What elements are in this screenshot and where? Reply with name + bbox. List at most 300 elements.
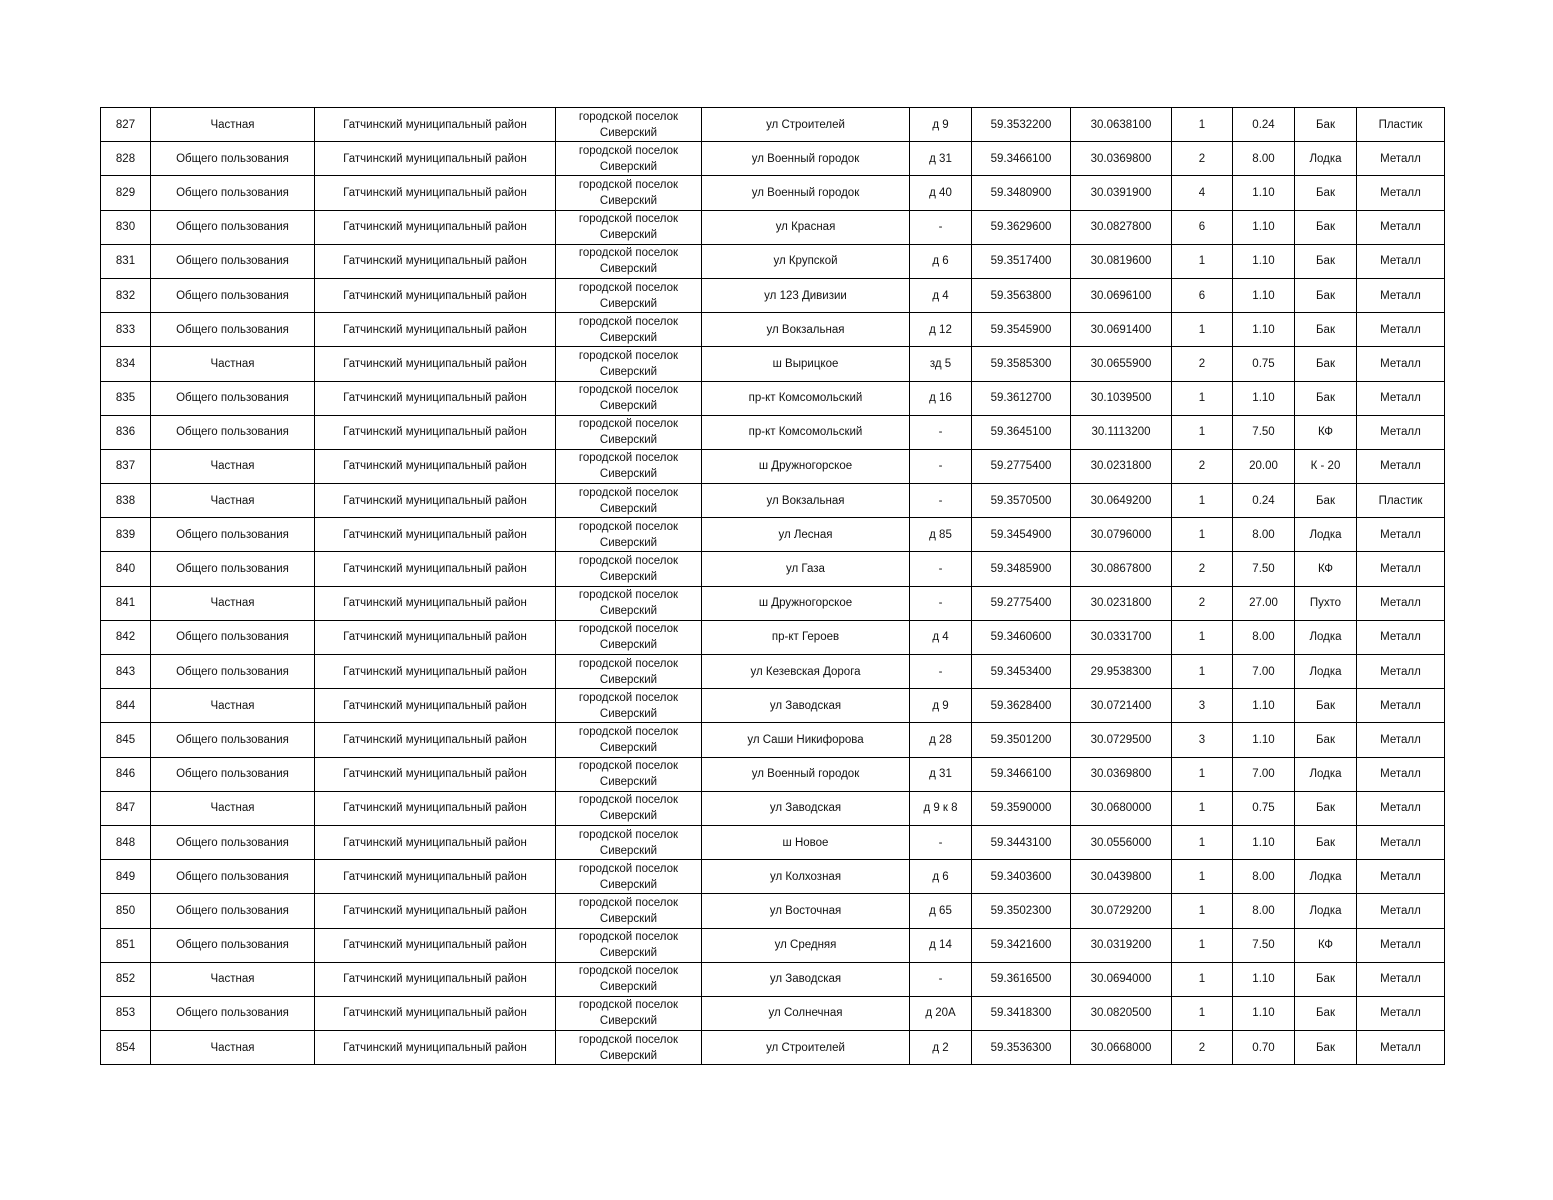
cell-container-material: Металл — [1357, 552, 1445, 586]
cell-container-count: 1 — [1172, 962, 1233, 996]
cell-container-volume: 7.50 — [1233, 415, 1295, 449]
cell-settlement: городской поселок Сиверский — [556, 620, 702, 654]
cell-ownership: Общего пользования — [151, 757, 315, 791]
cell-container-type: Пухто — [1295, 586, 1357, 620]
cell-number: 849 — [101, 860, 151, 894]
cell-latitude: 59.3453400 — [972, 655, 1071, 689]
cell-municipal-district: Гатчинский муниципальный район — [315, 620, 556, 654]
cell-container-material: Металл — [1357, 244, 1445, 278]
cell-container-material: Металл — [1357, 518, 1445, 552]
cell-building: д 2 — [910, 1031, 972, 1065]
cell-latitude: 59.3545900 — [972, 313, 1071, 347]
cell-municipal-district: Гатчинский муниципальный район — [315, 860, 556, 894]
cell-longitude: 30.0369800 — [1071, 142, 1172, 176]
cell-settlement: городской поселок Сиверский — [556, 484, 702, 518]
cell-container-material: Металл — [1357, 313, 1445, 347]
cell-number: 847 — [101, 791, 151, 825]
cell-number: 837 — [101, 449, 151, 483]
cell-container-count: 3 — [1172, 689, 1233, 723]
cell-latitude: 59.3585300 — [972, 347, 1071, 381]
cell-municipal-district: Гатчинский муниципальный район — [315, 449, 556, 483]
cell-container-type: Бак — [1295, 278, 1357, 312]
table-row — [101, 689, 1445, 723]
cell-ownership: Общего пользования — [151, 176, 315, 210]
cell-container-material: Пластик — [1357, 108, 1445, 142]
cell-container-type: Бак — [1295, 689, 1357, 723]
table-row — [101, 757, 1445, 791]
cell-longitude: 30.1113200 — [1071, 415, 1172, 449]
cell-container-volume: 1.10 — [1233, 689, 1295, 723]
cell-street: ул Вокзальная — [702, 484, 910, 518]
cell-container-type: Бак — [1295, 996, 1357, 1030]
cell-longitude: 30.0649200 — [1071, 484, 1172, 518]
cell-longitude: 30.0867800 — [1071, 552, 1172, 586]
table-row — [101, 586, 1445, 620]
cell-container-volume: 8.00 — [1233, 142, 1295, 176]
cell-latitude: 59.3616500 — [972, 962, 1071, 996]
cell-container-count: 3 — [1172, 723, 1233, 757]
cell-container-material: Металл — [1357, 894, 1445, 928]
cell-longitude: 30.0439800 — [1071, 860, 1172, 894]
cell-latitude: 59.3502300 — [972, 894, 1071, 928]
table-row — [101, 552, 1445, 586]
cell-settlement: городской поселок Сиверский — [556, 825, 702, 859]
cell-settlement: городской поселок Сиверский — [556, 962, 702, 996]
cell-street: ул 123 Дивизии — [702, 278, 910, 312]
cell-container-count: 1 — [1172, 108, 1233, 142]
table-row — [101, 381, 1445, 415]
cell-municipal-district: Гатчинский муниципальный район — [315, 313, 556, 347]
cell-container-type: Бак — [1295, 244, 1357, 278]
cell-municipal-district: Гатчинский муниципальный район — [315, 825, 556, 859]
cell-number: 846 — [101, 757, 151, 791]
cell-container-type: Бак — [1295, 313, 1357, 347]
cell-latitude: 59.2775400 — [972, 586, 1071, 620]
cell-latitude: 59.3485900 — [972, 552, 1071, 586]
table-row — [101, 244, 1445, 278]
cell-settlement: городской поселок Сиверский — [556, 586, 702, 620]
cell-street: ул Вокзальная — [702, 313, 910, 347]
cell-container-type: КФ — [1295, 415, 1357, 449]
table-row — [101, 313, 1445, 347]
cell-longitude: 30.0231800 — [1071, 586, 1172, 620]
cell-container-count: 6 — [1172, 278, 1233, 312]
cell-container-type: КФ — [1295, 928, 1357, 962]
cell-building: д 4 — [910, 620, 972, 654]
cell-container-count: 1 — [1172, 825, 1233, 859]
cell-container-type: Бак — [1295, 347, 1357, 381]
cell-container-material: Металл — [1357, 757, 1445, 791]
cell-container-type: Бак — [1295, 484, 1357, 518]
cell-building: д 6 — [910, 860, 972, 894]
cell-latitude: 59.3628400 — [972, 689, 1071, 723]
cell-container-volume: 0.75 — [1233, 347, 1295, 381]
cell-building: зд 5 — [910, 347, 972, 381]
cell-longitude: 30.0319200 — [1071, 928, 1172, 962]
cell-longitude: 30.0721400 — [1071, 689, 1172, 723]
cell-settlement: городской поселок Сиверский — [556, 791, 702, 825]
cell-container-count: 1 — [1172, 928, 1233, 962]
cell-municipal-district: Гатчинский муниципальный район — [315, 655, 556, 689]
cell-container-count: 1 — [1172, 860, 1233, 894]
cell-container-material: Металл — [1357, 723, 1445, 757]
cell-municipal-district: Гатчинский муниципальный район — [315, 210, 556, 244]
cell-street: ш Дружногорское — [702, 586, 910, 620]
cell-container-count: 1 — [1172, 620, 1233, 654]
cell-longitude: 30.0655900 — [1071, 347, 1172, 381]
cell-settlement: городской поселок Сиверский — [556, 313, 702, 347]
cell-ownership: Общего пользования — [151, 518, 315, 552]
cell-container-material: Металл — [1357, 415, 1445, 449]
cell-ownership: Общего пользования — [151, 928, 315, 962]
cell-container-volume: 27.00 — [1233, 586, 1295, 620]
waste-site-registry-table — [100, 107, 1445, 1065]
cell-container-volume: 7.00 — [1233, 655, 1295, 689]
cell-number: 854 — [101, 1031, 151, 1065]
cell-municipal-district: Гатчинский муниципальный район — [315, 244, 556, 278]
cell-building: - — [910, 825, 972, 859]
cell-latitude: 59.3629600 — [972, 210, 1071, 244]
table-row — [101, 655, 1445, 689]
cell-ownership: Частная — [151, 449, 315, 483]
cell-container-material: Металл — [1357, 620, 1445, 654]
cell-ownership: Частная — [151, 962, 315, 996]
table-row — [101, 860, 1445, 894]
table-row — [101, 518, 1445, 552]
cell-container-volume: 1.10 — [1233, 962, 1295, 996]
cell-longitude: 30.0231800 — [1071, 449, 1172, 483]
cell-container-type: Бак — [1295, 962, 1357, 996]
cell-building: - — [910, 586, 972, 620]
table-row — [101, 449, 1445, 483]
cell-municipal-district: Гатчинский муниципальный район — [315, 586, 556, 620]
cell-number: 828 — [101, 142, 151, 176]
cell-building: - — [910, 415, 972, 449]
cell-container-volume: 20.00 — [1233, 449, 1295, 483]
cell-ownership: Общего пользования — [151, 552, 315, 586]
cell-number: 843 — [101, 655, 151, 689]
cell-number: 852 — [101, 962, 151, 996]
table-row — [101, 1031, 1445, 1065]
cell-number: 833 — [101, 313, 151, 347]
cell-latitude: 59.3466100 — [972, 757, 1071, 791]
cell-street: ул Восточная — [702, 894, 910, 928]
cell-street: ул Военный городок — [702, 757, 910, 791]
cell-container-type: Лодка — [1295, 142, 1357, 176]
table-row — [101, 347, 1445, 381]
cell-container-count: 2 — [1172, 142, 1233, 176]
cell-container-type: Лодка — [1295, 894, 1357, 928]
cell-latitude: 59.3403600 — [972, 860, 1071, 894]
cell-longitude: 30.0819600 — [1071, 244, 1172, 278]
cell-latitude: 59.3466100 — [972, 142, 1071, 176]
cell-container-material: Металл — [1357, 825, 1445, 859]
cell-street: ул Заводская — [702, 791, 910, 825]
cell-municipal-district: Гатчинский муниципальный район — [315, 757, 556, 791]
cell-building: д 28 — [910, 723, 972, 757]
cell-building: д 9 к 8 — [910, 791, 972, 825]
cell-street: ул Военный городок — [702, 142, 910, 176]
cell-ownership: Частная — [151, 108, 315, 142]
cell-longitude: 30.0638100 — [1071, 108, 1172, 142]
cell-container-type: Бак — [1295, 1031, 1357, 1065]
cell-street: ш Новое — [702, 825, 910, 859]
cell-container-volume: 1.10 — [1233, 996, 1295, 1030]
cell-container-count: 1 — [1172, 415, 1233, 449]
cell-longitude: 30.0668000 — [1071, 1031, 1172, 1065]
cell-street: пр-кт Комсомольский — [702, 415, 910, 449]
cell-container-type: Лодка — [1295, 620, 1357, 654]
cell-container-volume: 7.50 — [1233, 928, 1295, 962]
cell-street: ул Строителей — [702, 1031, 910, 1065]
cell-container-volume: 0.75 — [1233, 791, 1295, 825]
cell-container-type: Бак — [1295, 108, 1357, 142]
table-row — [101, 484, 1445, 518]
cell-container-count: 1 — [1172, 484, 1233, 518]
cell-container-material: Металл — [1357, 347, 1445, 381]
cell-longitude: 30.0691400 — [1071, 313, 1172, 347]
cell-latitude: 59.3645100 — [972, 415, 1071, 449]
cell-container-material: Металл — [1357, 586, 1445, 620]
cell-latitude: 59.3536300 — [972, 1031, 1071, 1065]
cell-number: 844 — [101, 689, 151, 723]
cell-settlement: городской поселок Сиверский — [556, 757, 702, 791]
cell-building: - — [910, 655, 972, 689]
table-body — [101, 108, 1445, 1065]
cell-latitude: 59.3590000 — [972, 791, 1071, 825]
cell-longitude: 30.0556000 — [1071, 825, 1172, 859]
cell-latitude: 59.3460600 — [972, 620, 1071, 654]
cell-container-volume: 1.10 — [1233, 278, 1295, 312]
cell-ownership: Общего пользования — [151, 313, 315, 347]
cell-container-type: Лодка — [1295, 757, 1357, 791]
cell-building: д 14 — [910, 928, 972, 962]
table-row — [101, 108, 1445, 142]
cell-municipal-district: Гатчинский муниципальный район — [315, 928, 556, 962]
cell-container-volume: 1.10 — [1233, 723, 1295, 757]
cell-container-material: Металл — [1357, 1031, 1445, 1065]
cell-longitude: 30.0331700 — [1071, 620, 1172, 654]
cell-street: ш Дружногорское — [702, 449, 910, 483]
cell-container-count: 1 — [1172, 791, 1233, 825]
cell-container-volume: 8.00 — [1233, 620, 1295, 654]
cell-ownership: Общего пользования — [151, 894, 315, 928]
cell-street: ул Кезевская Дорога — [702, 655, 910, 689]
cell-municipal-district: Гатчинский муниципальный район — [315, 996, 556, 1030]
cell-longitude: 30.0729200 — [1071, 894, 1172, 928]
cell-number: 831 — [101, 244, 151, 278]
cell-building: - — [910, 962, 972, 996]
cell-municipal-district: Гатчинский муниципальный район — [315, 347, 556, 381]
cell-number: 851 — [101, 928, 151, 962]
cell-settlement: городской поселок Сиверский — [556, 381, 702, 415]
cell-number: 850 — [101, 894, 151, 928]
cell-container-count: 2 — [1172, 1031, 1233, 1065]
table-row — [101, 620, 1445, 654]
cell-settlement: городской поселок Сиверский — [556, 142, 702, 176]
cell-municipal-district: Гатчинский муниципальный район — [315, 1031, 556, 1065]
cell-container-material: Металл — [1357, 996, 1445, 1030]
cell-number: 834 — [101, 347, 151, 381]
cell-container-count: 1 — [1172, 894, 1233, 928]
cell-container-volume: 1.10 — [1233, 244, 1295, 278]
cell-container-material: Металл — [1357, 962, 1445, 996]
cell-number: 829 — [101, 176, 151, 210]
cell-settlement: городской поселок Сиверский — [556, 518, 702, 552]
cell-ownership: Общего пользования — [151, 210, 315, 244]
cell-settlement: городской поселок Сиверский — [556, 996, 702, 1030]
cell-ownership: Частная — [151, 586, 315, 620]
cell-number: 835 — [101, 381, 151, 415]
cell-container-material: Металл — [1357, 655, 1445, 689]
cell-building: д 16 — [910, 381, 972, 415]
cell-container-count: 1 — [1172, 244, 1233, 278]
cell-municipal-district: Гатчинский муниципальный район — [315, 278, 556, 312]
cell-container-count: 1 — [1172, 381, 1233, 415]
cell-street: ул Саши Никифорова — [702, 723, 910, 757]
cell-ownership: Частная — [151, 484, 315, 518]
cell-settlement: городской поселок Сиверский — [556, 449, 702, 483]
cell-street: ул Крупской — [702, 244, 910, 278]
cell-number: 827 — [101, 108, 151, 142]
cell-settlement: городской поселок Сиверский — [556, 415, 702, 449]
table-row — [101, 278, 1445, 312]
cell-latitude: 59.3443100 — [972, 825, 1071, 859]
cell-longitude: 30.0796000 — [1071, 518, 1172, 552]
cell-container-type: Бак — [1295, 176, 1357, 210]
cell-container-volume: 7.50 — [1233, 552, 1295, 586]
cell-street: ул Строителей — [702, 108, 910, 142]
cell-container-type: Бак — [1295, 791, 1357, 825]
cell-building: д 65 — [910, 894, 972, 928]
cell-municipal-district: Гатчинский муниципальный район — [315, 791, 556, 825]
cell-container-material: Металл — [1357, 860, 1445, 894]
cell-number: 840 — [101, 552, 151, 586]
cell-street: ул Лесная — [702, 518, 910, 552]
cell-settlement: городской поселок Сиверский — [556, 176, 702, 210]
cell-ownership: Общего пользования — [151, 723, 315, 757]
cell-settlement: городской поселок Сиверский — [556, 655, 702, 689]
cell-number: 830 — [101, 210, 151, 244]
cell-ownership: Общего пользования — [151, 381, 315, 415]
table-row — [101, 415, 1445, 449]
cell-ownership: Общего пользования — [151, 278, 315, 312]
cell-container-material: Металл — [1357, 791, 1445, 825]
cell-ownership: Общего пользования — [151, 996, 315, 1030]
cell-container-type: К - 20 — [1295, 449, 1357, 483]
cell-container-volume: 0.24 — [1233, 108, 1295, 142]
table-row — [101, 928, 1445, 962]
cell-building: д 85 — [910, 518, 972, 552]
cell-container-count: 1 — [1172, 757, 1233, 791]
cell-container-type: Бак — [1295, 723, 1357, 757]
cell-building: - — [910, 210, 972, 244]
cell-container-volume: 8.00 — [1233, 860, 1295, 894]
cell-ownership: Общего пользования — [151, 860, 315, 894]
cell-longitude: 30.0820500 — [1071, 996, 1172, 1030]
cell-container-count: 1 — [1172, 996, 1233, 1030]
table-row — [101, 825, 1445, 859]
cell-container-material: Металл — [1357, 176, 1445, 210]
cell-container-material: Металл — [1357, 381, 1445, 415]
cell-latitude: 59.3612700 — [972, 381, 1071, 415]
cell-container-volume: 7.00 — [1233, 757, 1295, 791]
cell-longitude: 30.0827800 — [1071, 210, 1172, 244]
cell-container-type: Бак — [1295, 381, 1357, 415]
cell-container-volume: 1.10 — [1233, 176, 1295, 210]
cell-street: ул Заводская — [702, 962, 910, 996]
cell-street: ул Газа — [702, 552, 910, 586]
table-row — [101, 894, 1445, 928]
cell-building: д 4 — [910, 278, 972, 312]
cell-latitude: 59.3454900 — [972, 518, 1071, 552]
cell-ownership: Общего пользования — [151, 825, 315, 859]
cell-street: пр-кт Героев — [702, 620, 910, 654]
cell-container-volume: 1.10 — [1233, 825, 1295, 859]
cell-container-volume: 0.70 — [1233, 1031, 1295, 1065]
table-row — [101, 142, 1445, 176]
cell-ownership: Общего пользования — [151, 142, 315, 176]
cell-container-material: Металл — [1357, 210, 1445, 244]
cell-street: ул Солнечная — [702, 996, 910, 1030]
cell-building: д 40 — [910, 176, 972, 210]
cell-number: 842 — [101, 620, 151, 654]
cell-latitude: 59.3421600 — [972, 928, 1071, 962]
cell-container-type: Бак — [1295, 825, 1357, 859]
cell-longitude: 30.0391900 — [1071, 176, 1172, 210]
cell-building: д 6 — [910, 244, 972, 278]
cell-container-material: Металл — [1357, 689, 1445, 723]
cell-municipal-district: Гатчинский муниципальный район — [315, 108, 556, 142]
cell-municipal-district: Гатчинский муниципальный район — [315, 894, 556, 928]
cell-longitude: 30.0369800 — [1071, 757, 1172, 791]
cell-container-material: Металл — [1357, 928, 1445, 962]
cell-ownership: Частная — [151, 791, 315, 825]
cell-building: - — [910, 484, 972, 518]
table-row — [101, 723, 1445, 757]
cell-settlement: городской поселок Сиверский — [556, 244, 702, 278]
cell-building: д 9 — [910, 689, 972, 723]
cell-settlement: городской поселок Сиверский — [556, 347, 702, 381]
cell-settlement: городской поселок Сиверский — [556, 860, 702, 894]
cell-latitude: 59.3563800 — [972, 278, 1071, 312]
cell-street: ул Военный городок — [702, 176, 910, 210]
cell-latitude: 59.3418300 — [972, 996, 1071, 1030]
cell-settlement: городской поселок Сиверский — [556, 108, 702, 142]
cell-settlement: городской поселок Сиверский — [556, 689, 702, 723]
cell-latitude: 59.3570500 — [972, 484, 1071, 518]
cell-longitude: 30.0729500 — [1071, 723, 1172, 757]
cell-building: - — [910, 449, 972, 483]
cell-settlement: городской поселок Сиверский — [556, 723, 702, 757]
cell-municipal-district: Гатчинский муниципальный район — [315, 415, 556, 449]
cell-settlement: городской поселок Сиверский — [556, 278, 702, 312]
cell-building: д 9 — [910, 108, 972, 142]
cell-settlement: городской поселок Сиверский — [556, 928, 702, 962]
cell-container-volume: 1.10 — [1233, 313, 1295, 347]
cell-number: 839 — [101, 518, 151, 552]
cell-street: ул Колхозная — [702, 860, 910, 894]
cell-municipal-district: Гатчинский муниципальный район — [315, 484, 556, 518]
table-row — [101, 996, 1445, 1030]
cell-longitude: 30.0696100 — [1071, 278, 1172, 312]
cell-longitude: 30.0680000 — [1071, 791, 1172, 825]
cell-street: ул Красная — [702, 210, 910, 244]
cell-municipal-district: Гатчинский муниципальный район — [315, 962, 556, 996]
cell-settlement: городской поселок Сиверский — [556, 894, 702, 928]
cell-street: ш Вырицкое — [702, 347, 910, 381]
cell-number: 841 — [101, 586, 151, 620]
